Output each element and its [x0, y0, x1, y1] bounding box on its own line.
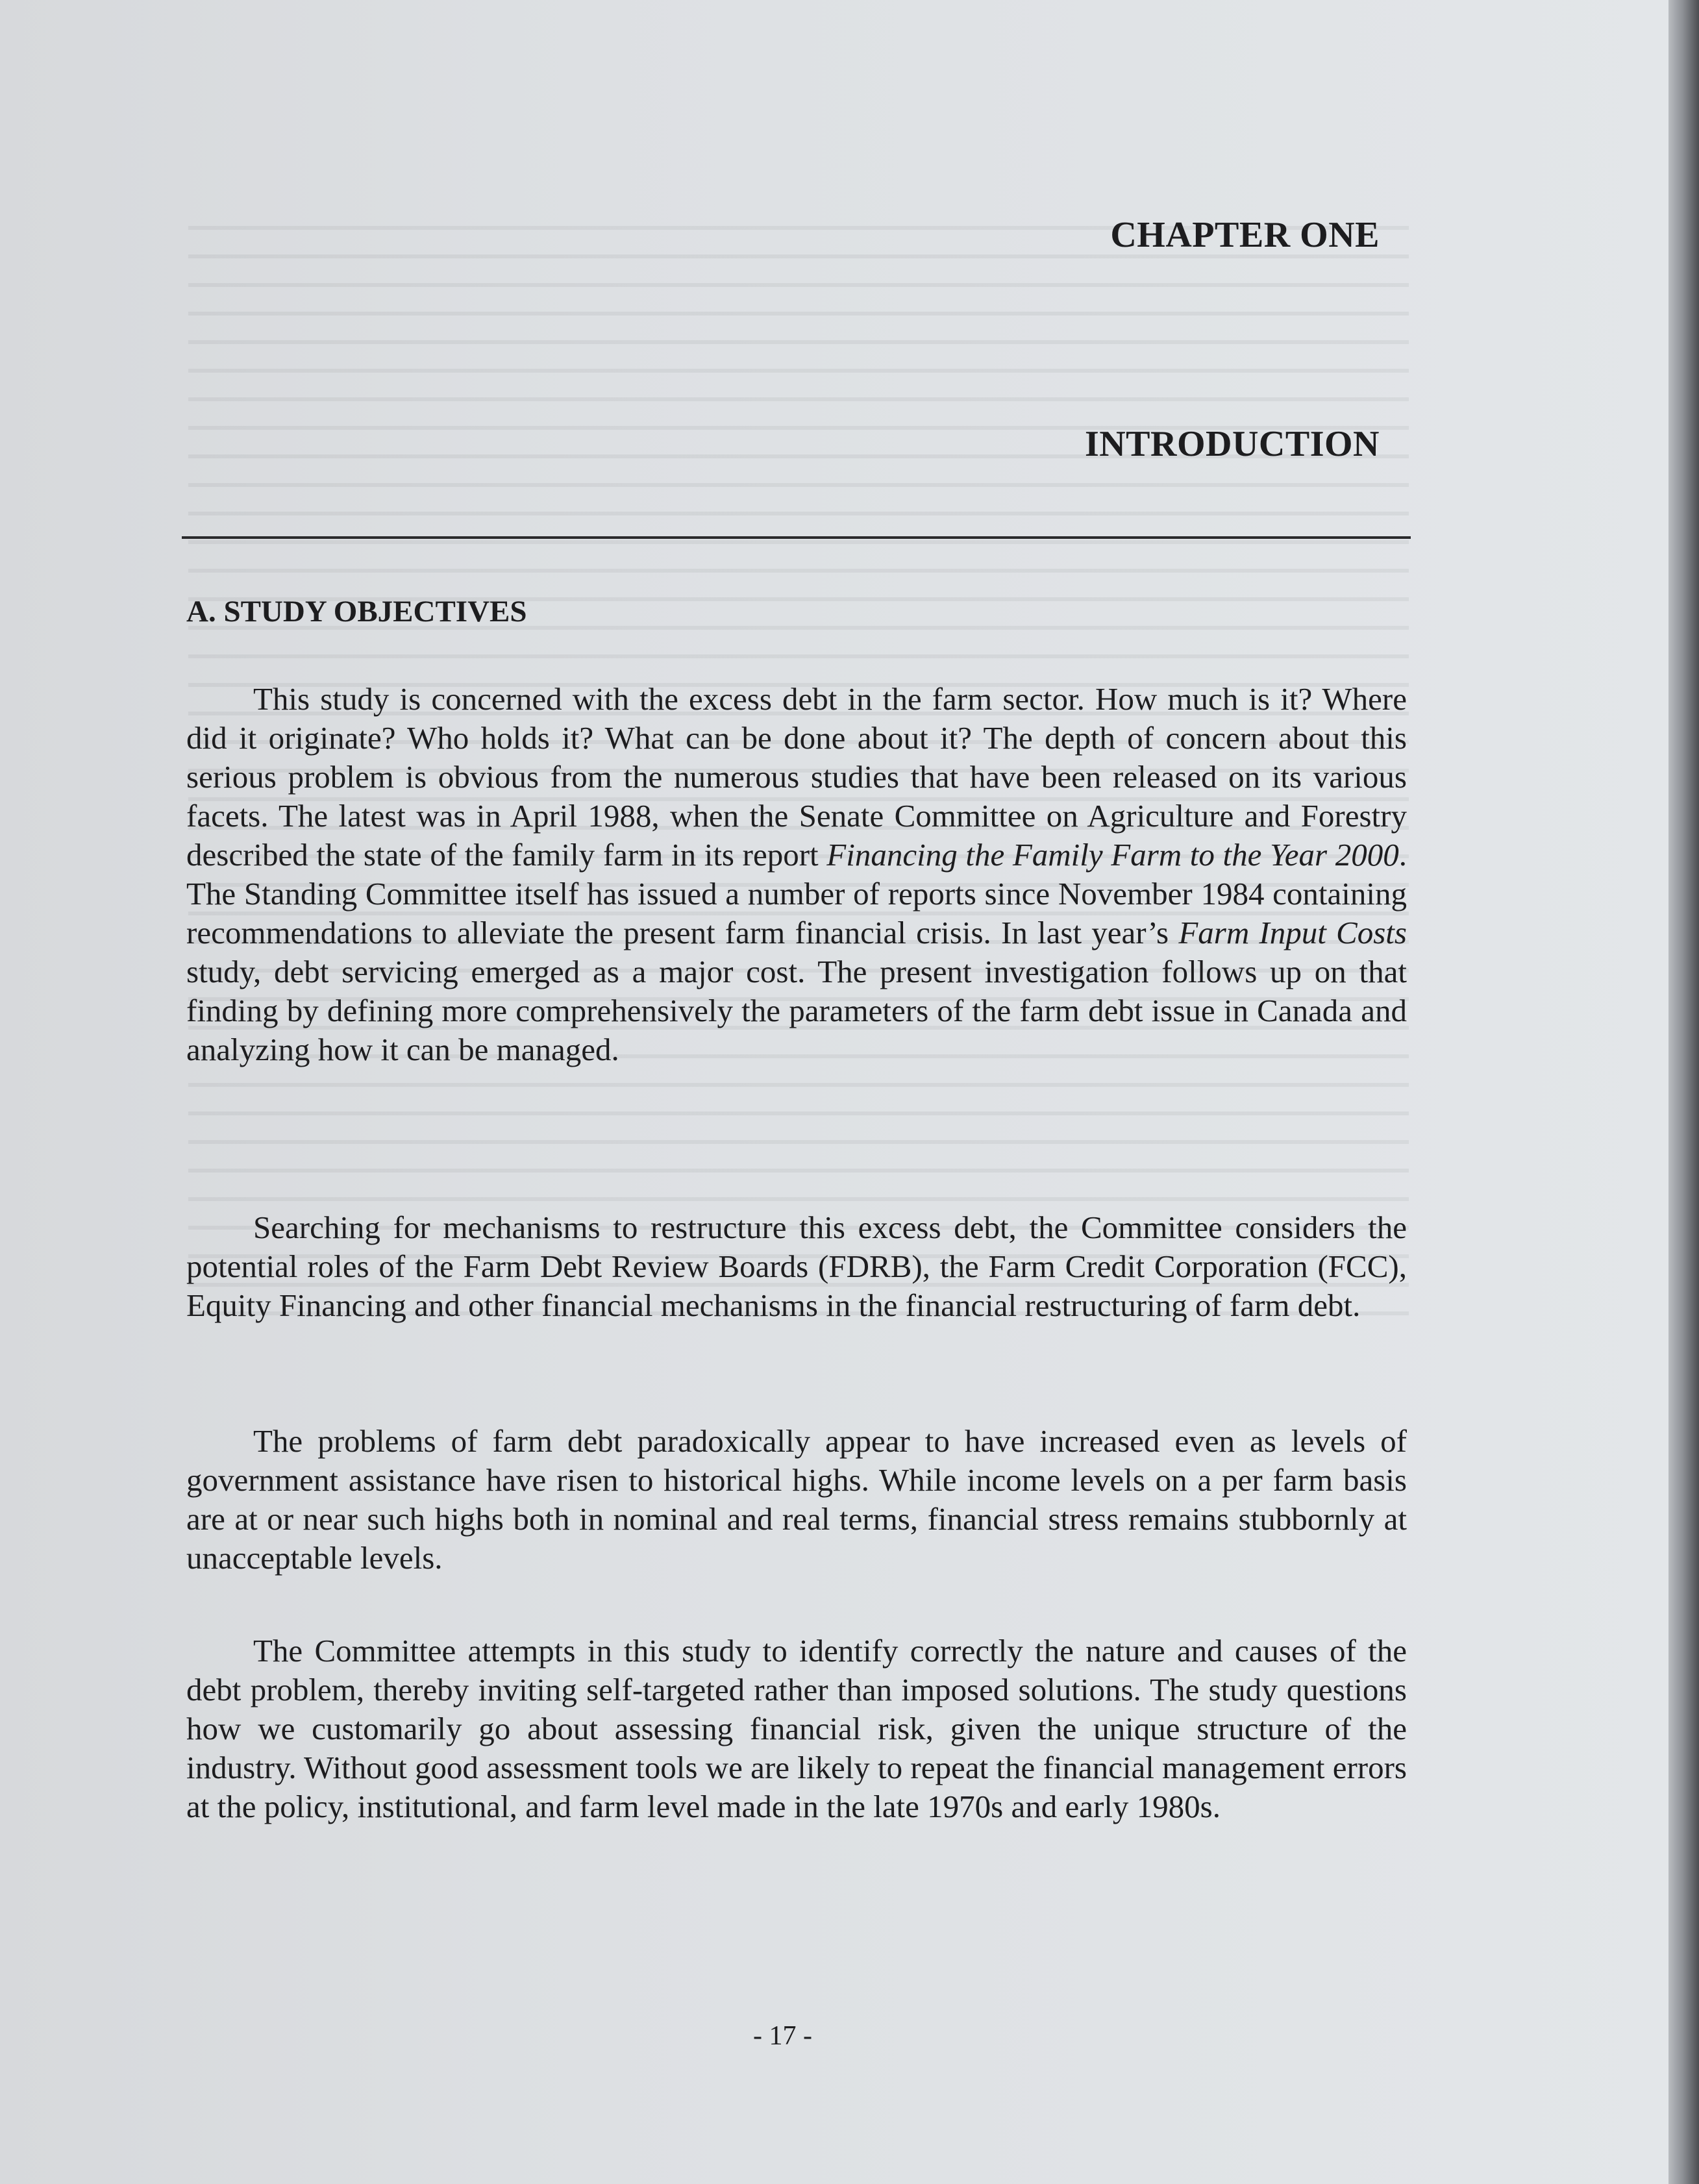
- chapter-number-label: CHAPTER ONE: [1110, 215, 1380, 255]
- paragraph-1-text-b: . The Standing Committee itself has issued a number of reports since November 1984 containing recommendations to alleviate the present farm financial crisis. In last year’s: [186, 837, 1407, 950]
- paragraph-4-text: The Committee attempts in this study to identify correctly the nature and causes of the debt problem, thereby inviting self-targeted rather than imposed solutions. The study questions how we customarily go about assessing financial risk, given the unique structure of the industry. Without good assessment tools we are likely to repeat the financial management errors at the policy, institutional, and farm level made in the late 1970s and early 1980s.: [186, 1633, 1407, 1824]
- study-title-farm-input-costs: Farm Input Costs: [1178, 915, 1407, 950]
- paragraph-2: [186, 1208, 1407, 1325]
- report-title-financing: Financing the Family Farm to the Year 2000: [826, 837, 1399, 873]
- chapter-title: INTRODUCTION: [1084, 424, 1380, 464]
- paragraph-3-text: The problems of farm debt paradoxically appear to have increased even as levels of government assistance have risen to historical highs. While income levels on a per farm basis are at or near such highs both in nominal and real terms, financial stress remains stubbornly at unacceptable levels.: [186, 1423, 1407, 1576]
- paragraph-4: [186, 1632, 1407, 1826]
- page-number: - 17 -: [753, 2021, 812, 2051]
- header-rule: [182, 536, 1411, 539]
- paragraph-3: [186, 1422, 1407, 1578]
- paragraph-2-text: Searching for mechanisms to restructure this excess debt, the Committee considers the potential roles of the Farm Debt Review Boards (FDRB), the Farm Credit Corporation (FCC), Equity Financing and other financial mechanisms in the financial restructuring of farm debt.: [186, 1210, 1407, 1323]
- section-heading: A. STUDY OBJECTIVES: [186, 595, 527, 628]
- paragraph-1: [186, 680, 1407, 1069]
- paragraph-1-text-a: This study is concerned with the excess debt in the farm sector. How much is it? Where did it originate? Who holds it? What can be done about it? The depth of concern about this serious problem is obvious from the numerous studies that have been released on its various facets. The latest was in April 1988, when the Senate Committee on Agriculture and Forestry described the state of the family farm in its report: [186, 681, 1407, 873]
- book-spine-edge: [1668, 0, 1699, 2184]
- paragraph-1-text-c: study, debt servicing emerged as a major cost. The present investigation follows up on that finding by defining more comprehensively the parameters of the farm debt issue in Canada and analyzing how it can be managed.: [186, 954, 1407, 1067]
